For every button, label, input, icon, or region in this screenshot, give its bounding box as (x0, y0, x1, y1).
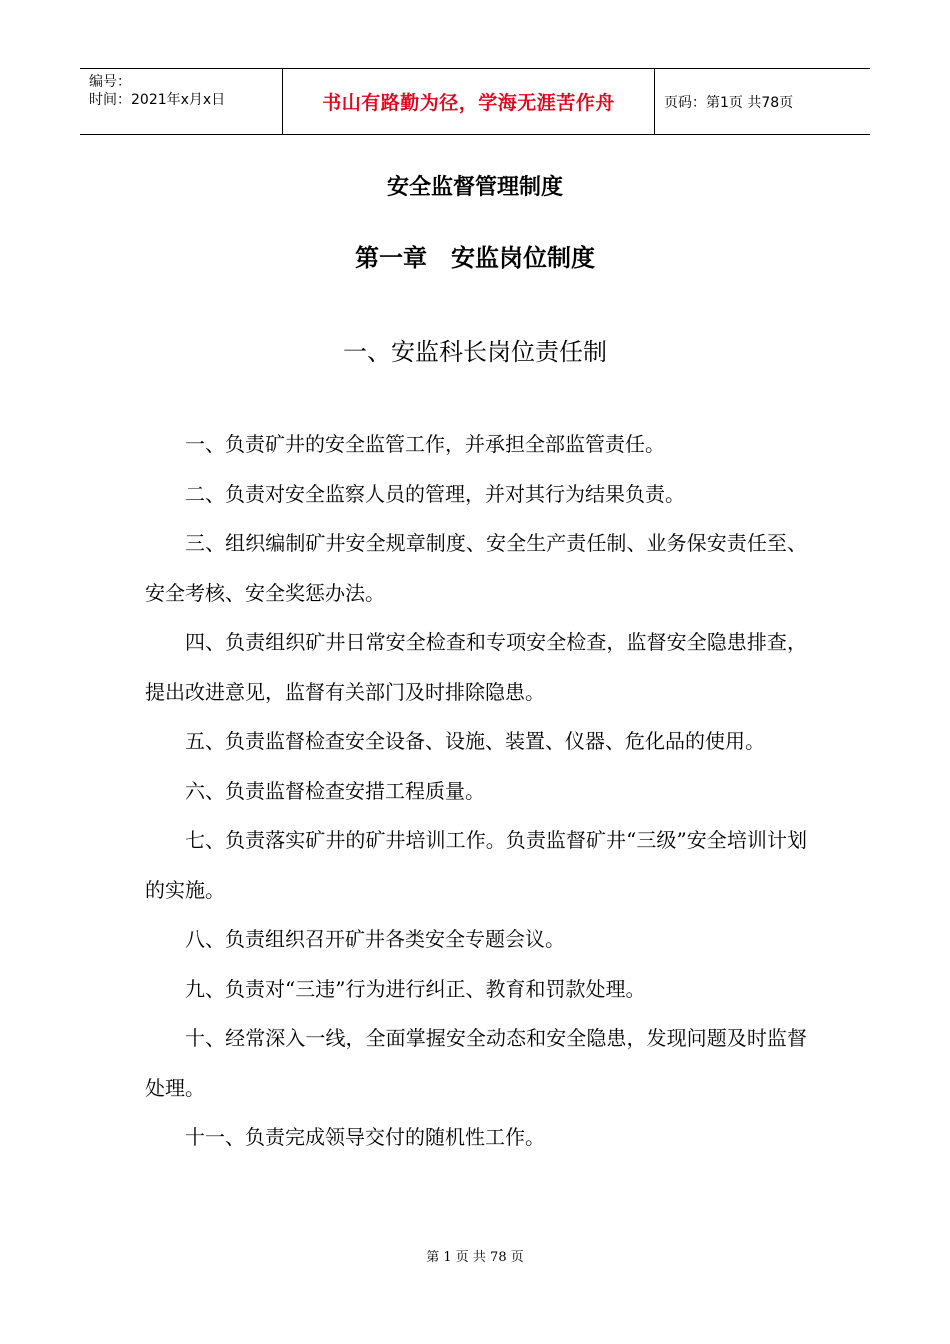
document-number-label: 编号： (89, 74, 131, 90)
paragraph: 五、负责监督检查安全设备、设施、装置、仪器、危化品的使用。 (185, 729, 765, 753)
paragraph: 四、负责组织矿井日常安全检查和专项安全检查，监督安全隐患排查，提出改进意见，监督有关部门及时排除隐患。 (145, 630, 807, 704)
document-body (145, 420, 807, 1163)
paragraph: 六、负责监督检查安措工程质量。 (185, 778, 485, 803)
paragraph: 七、负责落实矿井的矿井培训工作。负责监督矿井“三级”安全培训计划的实施。 (145, 828, 807, 902)
header-meta (80, 69, 282, 134)
document-title: 安全监督管理制度 (386, 175, 563, 200)
paragraph: 二、负责对安全监察人员的管理，并对其行为结果负责。 (185, 481, 685, 506)
paragraph: 九、负责对“三违”行为进行纠正、教育和罚款处理。 (185, 976, 646, 1001)
document-time: 时间：2021年x月x日 (89, 92, 226, 108)
page-footer: 第 1 页 共 78 页 (426, 1250, 524, 1265)
section-title: 一、安监科长岗位责任制 (343, 338, 607, 366)
paragraph: 八、负责组织召开矿井各类安全专题会议。 (185, 927, 565, 951)
paragraph: 十、经常深入一线，全面掌握安全动态和安全隐患，发现问题及时监督处理。 (145, 1026, 807, 1100)
header-motto: 书山有路勤为径，学海无涯苦作舟 (282, 69, 655, 134)
chapter-title: 第一章 安监岗位制度 (355, 244, 595, 272)
paragraph: 三、组织编制矿井安全规章制度、安全生产责任制、业务保安责任至、安全考核、安全奖惩办法。 (145, 531, 807, 605)
header-page-info: 页码：第1页 共78页 (664, 94, 794, 111)
paragraph: 十一、负责完成领导交付的随机性工作。 (185, 1125, 545, 1149)
page-header (80, 68, 870, 135)
paragraph: 一、负责矿井的安全监管工作，并承担全部监管责任。 (185, 432, 665, 456)
